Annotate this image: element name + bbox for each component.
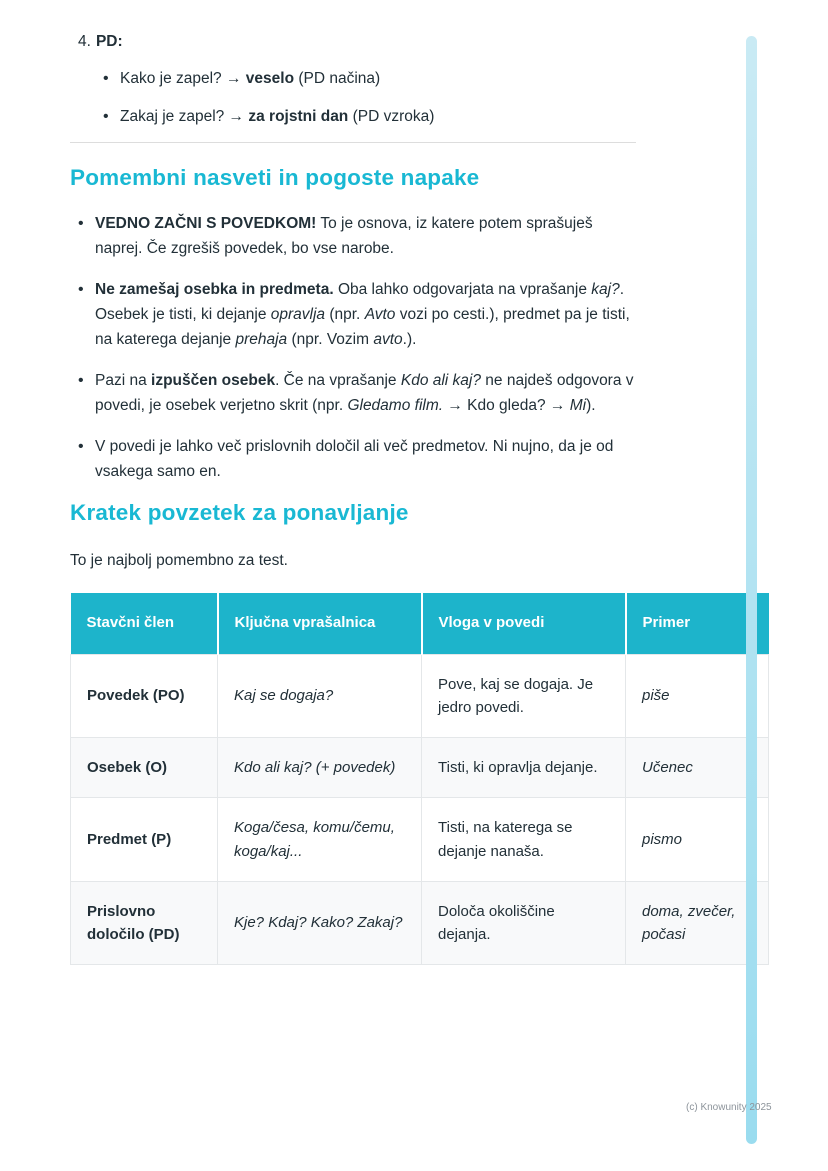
table-cell: Kdo ali kaj? (+ povedek) <box>218 738 422 798</box>
text-segment: (npr. <box>325 306 365 323</box>
text-segment: Kdo ali kaj? <box>400 372 481 389</box>
table-header-cell: Ključna vprašalnica <box>218 593 422 654</box>
text-segment: (PD načina) <box>294 70 381 87</box>
text-segment: (PD vzroka) <box>348 108 435 125</box>
text-segment: ne najdeš odgovora v povedi, je osebek verjetno skrit (npr. <box>95 372 634 414</box>
table-cell: doma, zvečer, počasi <box>626 881 769 965</box>
text-segment: Zakaj je zapel? → <box>120 108 249 125</box>
table-cell: Koga/česa, komu/čemu, koga/kaj... <box>218 798 422 882</box>
watermark: (c) Knowunity 2025 <box>686 1102 772 1113</box>
text-segment: Oba lahko odgovarjata na vprašanje <box>333 281 592 298</box>
summary-table <box>70 593 769 965</box>
text-segment: kaj? <box>591 281 620 298</box>
table-cell: Prislovno določilo (PD) <box>71 881 218 965</box>
table-cell: Predmet (P) <box>71 798 218 882</box>
text-segment: Kako je zapel? → <box>120 70 246 87</box>
text-segment: veselo <box>245 70 295 87</box>
text-segment: VEDNO ZAČNI S POVEDKOM! <box>95 215 317 232</box>
text-segment: ). <box>586 397 596 414</box>
text-segment: Ne zamešaj osebka in predmeta. <box>95 281 334 298</box>
table-row <box>71 654 769 738</box>
table-row <box>71 738 769 798</box>
tips-list <box>70 211 636 484</box>
text-segment: . Če na vprašanje <box>275 372 401 389</box>
pd-examples-list <box>70 66 636 129</box>
table-cell: Kaj se dogaja? <box>218 654 422 738</box>
tip-item <box>70 277 636 352</box>
table-cell: Učenec <box>626 738 769 798</box>
text-segment: prehaja <box>235 331 288 348</box>
section-title-summary: Kratek povzetek za ponavljanje <box>70 500 409 525</box>
numbered-list-item <box>78 30 636 54</box>
pd-example-item <box>70 66 636 91</box>
table-cell: Določa okoliščine dejanja. <box>422 881 626 965</box>
section-divider <box>70 142 636 143</box>
table-cell: Tisti, ki opravlja dejanje. <box>422 738 626 798</box>
text-segment: .). <box>402 331 417 348</box>
text-segment: → Kdo gleda? → <box>443 397 570 414</box>
text-segment: vozi po cesti.), predmet pa je tisti, na katerega dejanje <box>95 306 630 348</box>
page-edge-accent-bar <box>746 36 757 1144</box>
list-label: PD: <box>95 33 123 50</box>
text-segment: V povedi je lahko več prislovnih določil ali več predmetov. Ni nujno, da je od vsakega samo en. <box>95 438 614 480</box>
table-header-cell: Vloga v povedi <box>422 593 626 654</box>
text-segment: izpuščen osebek <box>151 372 276 389</box>
text-segment: (npr. Vozim <box>287 331 374 348</box>
text-segment: Pazi na <box>95 372 152 389</box>
list-number: 4. <box>78 33 91 50</box>
table-cell: pismo <box>626 798 769 882</box>
table-cell: Povedek (PO) <box>71 654 218 738</box>
table-row <box>71 881 769 965</box>
table-cell: Tisti, na katerega se dejanje nanaša. <box>422 798 626 882</box>
text-segment: Gledamo film. <box>347 397 444 414</box>
document-content <box>70 30 736 965</box>
text-segment: Mi <box>569 397 587 414</box>
tip-item <box>70 434 636 484</box>
text-segment: Avto <box>364 306 396 323</box>
text-segment: opravlja <box>270 306 326 323</box>
text-segment: . Osebek je tisti, ki dejanje <box>95 281 625 323</box>
table-cell: Kje? Kdaj? Kako? Zakaj? <box>218 881 422 965</box>
table-header-row <box>71 593 769 654</box>
text-segment: avto <box>373 331 403 348</box>
table-header-cell: Stavčni člen <box>71 593 218 654</box>
text-segment: za rojstni dan <box>248 108 349 125</box>
table-cell: piše <box>626 654 769 738</box>
summary-intro-text: To je najbolj pomembno za test. <box>70 552 288 569</box>
pd-example-item <box>70 104 636 129</box>
table-cell: Osebek (O) <box>71 738 218 798</box>
summary-table-body <box>71 654 769 965</box>
table-row <box>71 798 769 882</box>
table-header-cell: Primer <box>626 593 769 654</box>
summary-table-head <box>71 593 769 654</box>
tip-item <box>70 211 636 261</box>
tip-item <box>70 368 636 418</box>
text-segment: To je osnova, iz katere potem sprašuješ naprej. Če zgrešiš povedek, bo vse narobe. <box>95 215 593 257</box>
table-cell: Pove, kaj se dogaja. Je jedro povedi. <box>422 654 626 738</box>
section-title-tips: Pomembni nasveti in pogoste napake <box>70 165 480 190</box>
